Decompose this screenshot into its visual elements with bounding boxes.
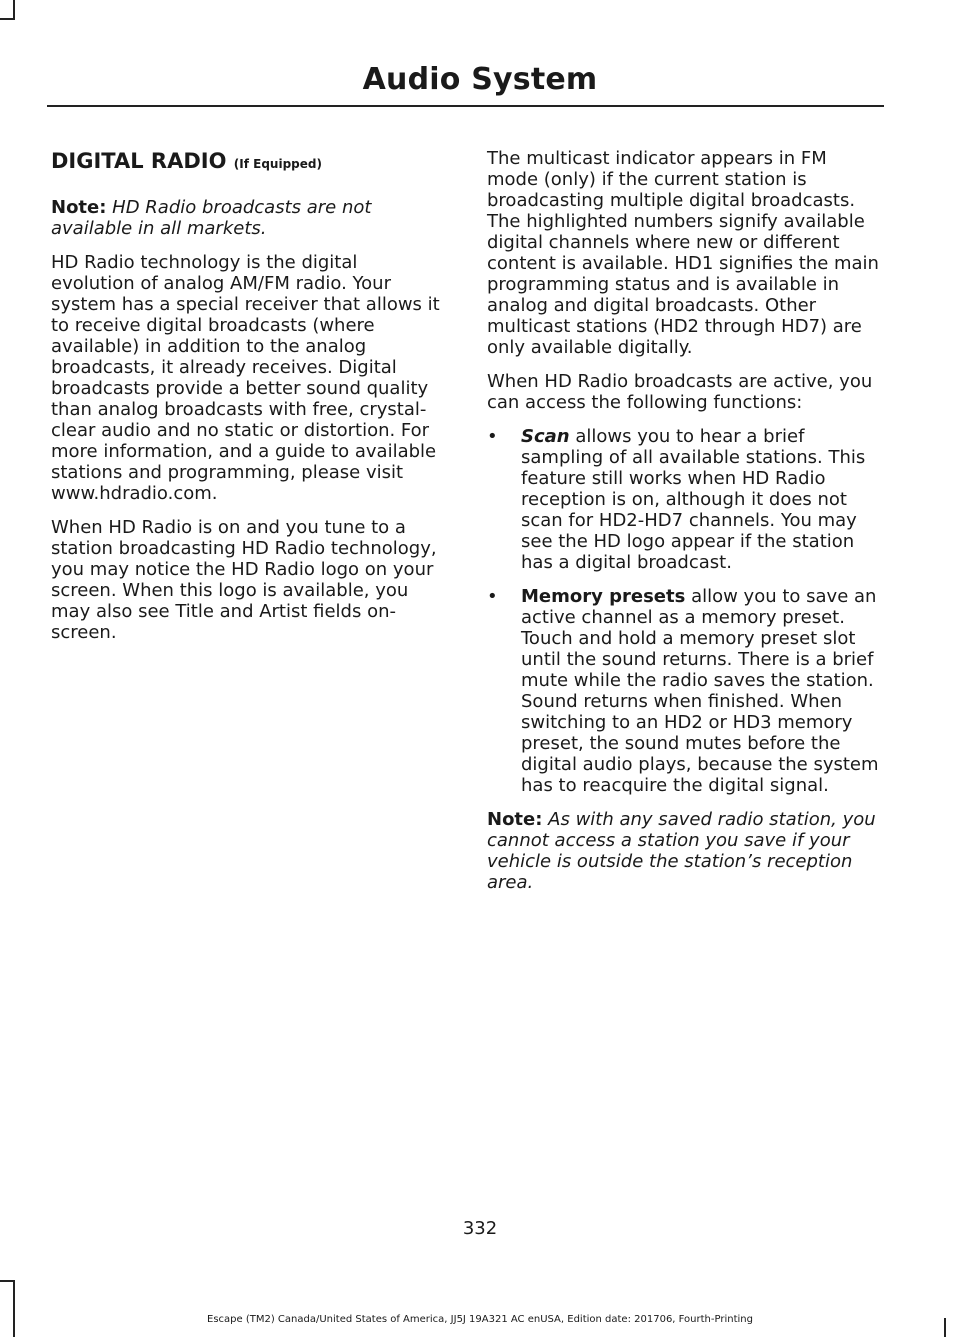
body-paragraph: When HD Radio broadcasts are active, you can access the following functions: — [487, 371, 873, 413]
list-item-description: allows you to hear a brief sampling of all available stations. This feature still works when HD Radio reception is on, although it does not scan for HD2-HD7 channels. You may see the HD logo appear if the station has a digital broadcast. — [521, 426, 866, 573]
page-number: 332 — [462, 1218, 498, 1239]
section-qualifier: (If Equipped) — [233, 157, 322, 171]
list-item — [487, 426, 882, 573]
body-paragraph: When HD Radio is on and you tune to a station broadcasting HD Radio technology, you may notice the HD Radio logo on your screen. When this logo is available, you may also see Title and Artist fields on-screen. — [51, 517, 437, 643]
list-item-description: allow you to save an active channel as a memory preset. Touch and hold a memory preset slot until the sound returns. There is a brief mute while the radio saves the station. Sound returns when finished. When switching to an HD2 or HD3 memory preset, the sound mutes before the digital audio plays, because the system has to reacquire the digital signal. — [521, 586, 879, 796]
note-label: Note: — [487, 809, 543, 830]
note-paragraph — [487, 809, 882, 893]
list-item-term: Scan — [521, 426, 570, 447]
page-footer: Escape (TM2) Canada/United States of America, JJ5J 19A321 AC enUSA, Edition date: 201706, Fourth-Printing — [207, 1314, 753, 1325]
crop-mark — [0, 18, 14, 20]
header-divider — [47, 105, 884, 107]
section-title-text: DIGITAL RADIO — [51, 149, 227, 173]
section-title — [51, 148, 446, 177]
list-item-text — [521, 426, 882, 573]
crop-mark — [13, 0, 15, 20]
body-paragraph: The multicast indicator appears in FM mode (only) if the current station is broadcasting multiple digital broadcasts. The highlighted numbers signify available digital channels where new or different content is available. HD1 signifies the main programming status and is available in analog and digital broadcasts. Other multicast stations (HD2 through HD7) are only available digitally. — [487, 148, 879, 358]
right-column — [487, 148, 882, 906]
note-text: HD Radio broadcasts are not available in all markets. — [51, 197, 372, 239]
crop-mark — [13, 1280, 15, 1337]
list-item-term: Memory presets — [521, 586, 686, 607]
body-paragraph: HD Radio technology is the digital evolution of analog AM/FM radio. Your system has a special receiver that allows it to receive digital broadcasts (where available) in addition to the analog broadcasts, it already receives. Digital broadcasts provide a better sound quality than analog broadcasts with free, crystal-clear audio and no static or distortion. For more information, and a guide to available stations and programming, please visit www.hdradio.com. — [51, 252, 440, 504]
crop-mark — [0, 1280, 14, 1282]
note-paragraph — [51, 197, 446, 239]
note-label: Note: — [51, 197, 107, 218]
bullet-marker: • — [487, 426, 498, 447]
left-column — [51, 148, 446, 656]
list-item — [487, 586, 882, 796]
page-header-title: Audio System — [362, 62, 598, 97]
bullet-marker: • — [487, 586, 498, 607]
note-text: As with any saved radio station, you cannot access a station you save if your vehicle is outside the station’s reception area. — [487, 809, 876, 893]
list-item-text — [521, 586, 882, 796]
